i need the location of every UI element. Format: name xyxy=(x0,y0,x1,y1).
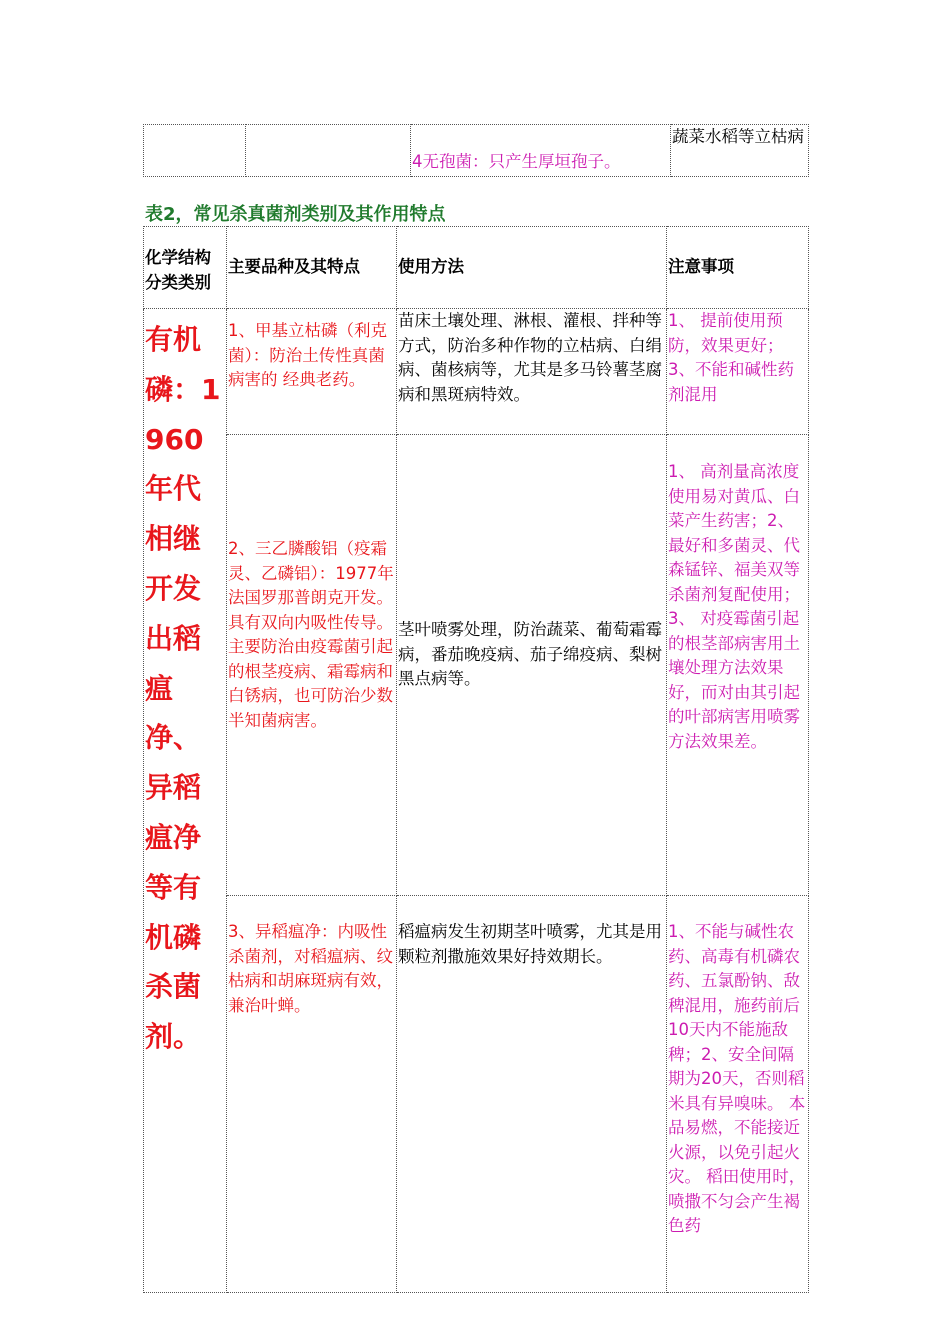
table-cell xyxy=(246,125,411,177)
table-header-row xyxy=(144,227,809,309)
usage-cell: 苗床土壤处理、淋根、灌根、拌种等方式，防治多种作物的立枯病、白绢病、菌核病等，尤其是多马铃薯茎腐病和黑斑病特效。 xyxy=(397,309,667,435)
table-row xyxy=(144,125,809,177)
table-row xyxy=(144,435,809,896)
table-title: 表2，常见杀真菌剂类别及其作用特点 xyxy=(145,204,446,225)
table-cell xyxy=(144,125,246,177)
variety-cell: 3、异稻瘟净：内吸性杀菌剂，对稻瘟病、纹枯病和胡麻斑病有效，兼治叶蝉。 xyxy=(227,896,397,1293)
usage-cell: 茎叶喷雾处理，防治蔬菜、葡萄霜霉病，番茄晚疫病、茄子绵疫病、梨树黑点病等。 xyxy=(397,435,667,896)
fungicide-table xyxy=(143,226,809,1293)
table-row xyxy=(144,896,809,1293)
table-row xyxy=(144,309,809,435)
category-cell xyxy=(144,309,227,1293)
previous-table-fragment xyxy=(143,124,809,177)
notes-cell: 1、 高剂量高浓度使用易对黄瓜、白菜产生药害；2、 最好和多菌灵、代森锰锌、福美双等杀菌剂复配使用；3、 对疫霉菌引起的根茎部病害用土壤处理方法效果好，而对由其引起的叶部病害用喷雾方法效果差。 xyxy=(667,435,809,896)
category-text: 有机磷：1960年代相继开发出稻瘟净、异稻瘟净等有机磷杀菌剂。 xyxy=(145,323,221,1054)
variety-cell: 2、三乙膦酸铝（疫霜灵、乙磷铝）：1977年法国罗那普朗克开发。具有双向内吸性传导。主要防治由疫霉菌引起的根茎疫病、霜霉病和白锈病，也可防治少数半知菌病害。 xyxy=(227,435,397,896)
notes-cell: 1、不能与碱性农药、高毒有机磷农药、五氯酚钠、敌稗混用，施药前后10天内不能施敌稗；2、安全间隔期为20天，否则稻米具有异嗅味。 本品易燃，不能接近火源，以免引起火灾。 稻田使用时，喷撒不匀会产生褐色药 xyxy=(667,896,809,1293)
header-varieties: 主要品种及其特点 xyxy=(227,227,397,309)
notes-cell: 1、 提前使用预防，效果更好；3、不能和碱性药剂混用 xyxy=(667,309,809,435)
table-cell: 4无孢菌：只产生厚垣孢子。 xyxy=(411,125,671,177)
table-cell: 蔬菜水稻等立枯病 xyxy=(671,125,809,177)
usage-cell: 稻瘟病发生初期茎叶喷雾，尤其是用颗粒剂撒施效果好持效期长。 xyxy=(397,896,667,1293)
variety-cell: 1、甲基立枯磷（利克菌）：防治土传性真菌病害的 经典老药。 xyxy=(227,309,397,435)
header-notes: 注意事项 xyxy=(667,227,809,309)
header-category: 化学结构分类类别 xyxy=(144,227,227,309)
header-usage: 使用方法 xyxy=(397,227,667,309)
